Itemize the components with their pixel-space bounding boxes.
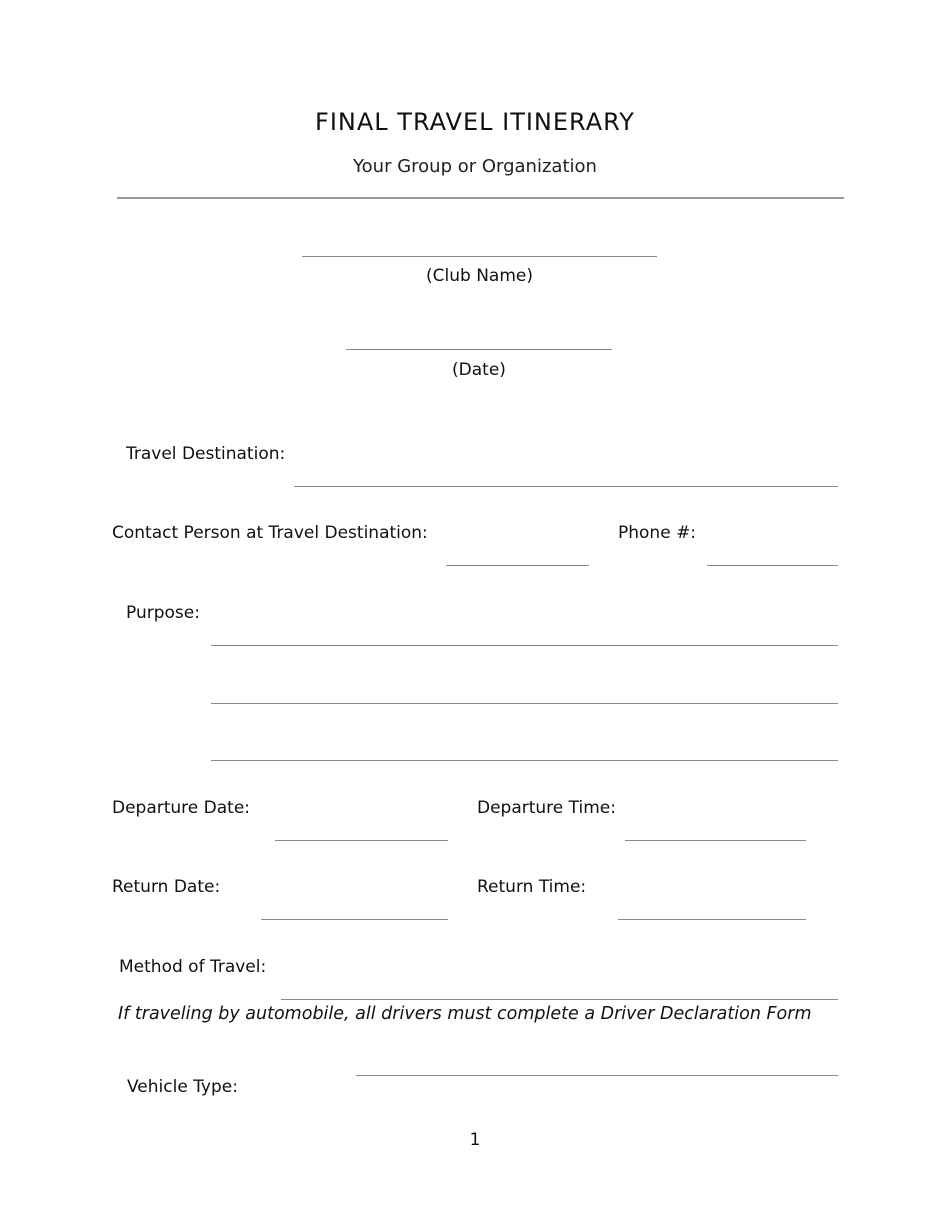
purpose-field-line-3[interactable]	[211, 760, 838, 761]
return-time-field[interactable]	[618, 919, 806, 920]
page-title: FINAL TRAVEL ITINERARY	[315, 108, 635, 136]
method-of-travel-label: Method of Travel:	[119, 957, 267, 977]
travel-destination-field[interactable]	[294, 486, 838, 487]
return-date-field[interactable]	[261, 919, 448, 920]
purpose-field-line-2[interactable]	[211, 703, 838, 704]
departure-time-field[interactable]	[625, 840, 806, 841]
purpose-label: Purpose:	[126, 603, 200, 623]
vehicle-type-field[interactable]	[356, 1075, 838, 1076]
contact-person-label: Contact Person at Travel Destination:	[112, 523, 428, 543]
departure-time-label: Departure Time:	[477, 798, 616, 818]
purpose-field-line-1[interactable]	[211, 645, 838, 646]
return-date-label: Return Date:	[112, 877, 221, 897]
vehicle-type-label: Vehicle Type:	[127, 1077, 238, 1097]
page-subtitle: Your Group or Organization	[353, 156, 597, 177]
contact-person-field[interactable]	[446, 565, 589, 566]
return-time-label: Return Time:	[477, 877, 587, 897]
page-number: 1	[469, 1130, 481, 1150]
date-field[interactable]	[346, 349, 612, 350]
phone-label: Phone #:	[618, 523, 697, 543]
travel-destination-label: Travel Destination:	[126, 444, 286, 464]
departure-date-field[interactable]	[275, 840, 448, 841]
driver-declaration-note: If traveling by automobile, all drivers must complete a Driver Declaration Form	[118, 1004, 812, 1024]
date-caption: (Date)	[452, 360, 506, 380]
header-divider	[117, 197, 844, 199]
phone-field[interactable]	[707, 565, 838, 566]
club-name-field[interactable]	[302, 256, 657, 257]
departure-date-label: Departure Date:	[112, 798, 251, 818]
method-of-travel-field[interactable]	[281, 999, 838, 1000]
club-name-caption: (Club Name)	[426, 266, 533, 286]
